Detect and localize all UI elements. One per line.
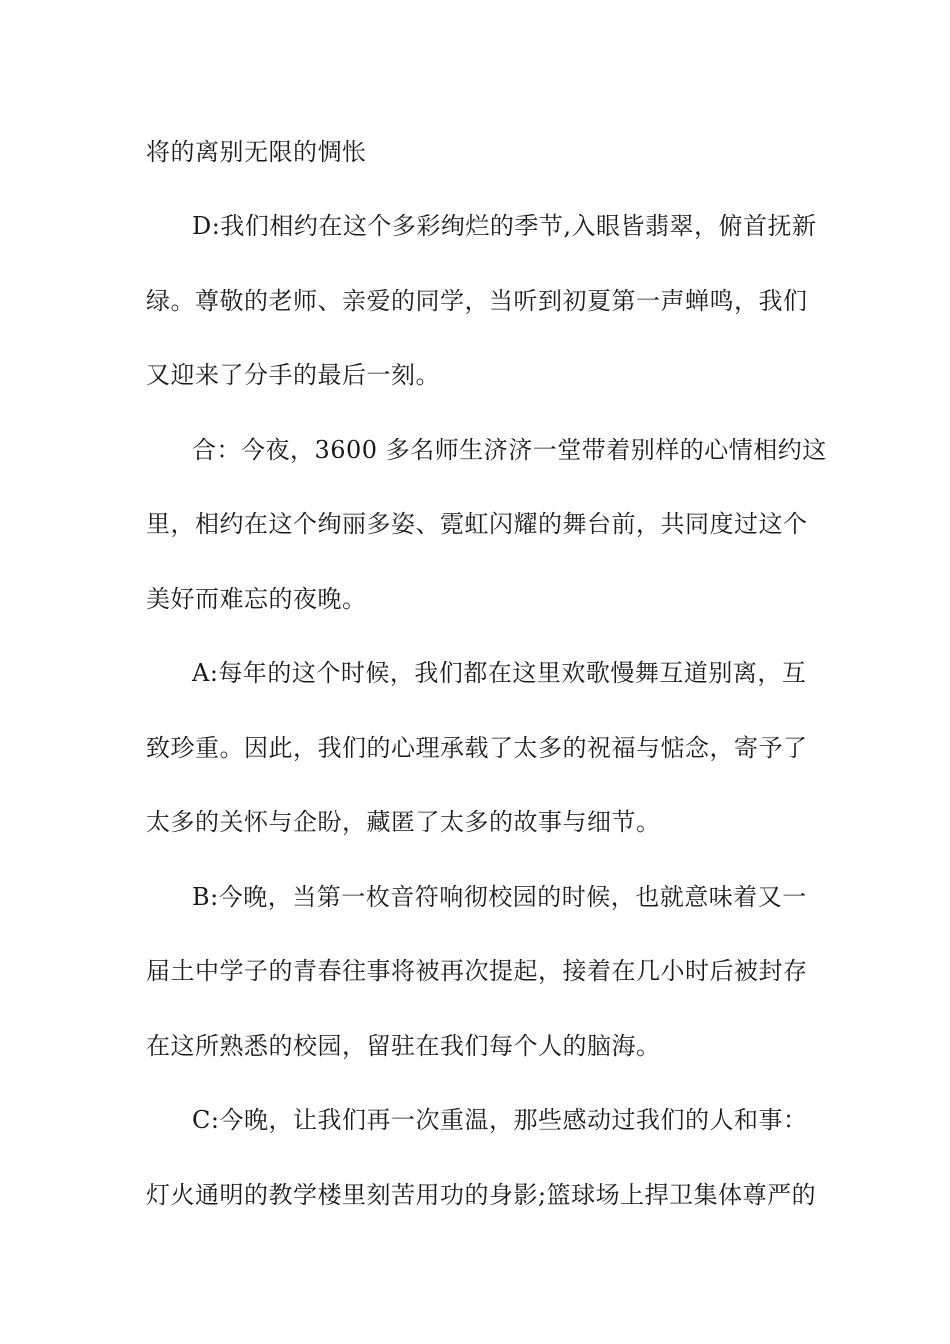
text-line: 美好而难忘的夜晚。 <box>146 585 367 613</box>
text-line: 太多的关怀与企盼，藏匿了太多的故事与细节。 <box>146 808 661 836</box>
text-line: 致珍重。因此，我们的心理承载了太多的祝福与惦念，寄予了 <box>146 734 808 762</box>
paragraph-d-line: D:我们相约在这个多彩绚烂的季节,入眼皆翡翠，俯首抚新 <box>192 212 817 240</box>
text-line: 绿。尊敬的老师、亲爱的同学，当听到初夏第一声蝉鸣，我们 <box>146 287 808 315</box>
paragraph-a-line: A:每年的这个时候，我们都在这里欢歌慢舞互道别离，互 <box>192 659 807 687</box>
text-line: 届土中学子的青春往事将被再次提起，接着在几小时后被封存 <box>146 957 808 985</box>
text-line: 又迎来了分手的最后一刻。 <box>146 361 440 389</box>
text-line: 在这所熟悉的校园，留驻在我们每个人的脑海。 <box>146 1032 661 1060</box>
paragraph-he-line: 合：今夜，3600 多名师生济济一堂带着别样的心情相约这 <box>192 436 827 464</box>
text-line: 将的离别无限的惆怅 <box>146 138 367 166</box>
text-line: 里，相约在这个绚丽多姿、霓虹闪耀的舞台前，共同度过这个 <box>146 510 808 538</box>
paragraph-b-line: B:今晚，当第一枚音符响彻校园的时候，也就意味着又一 <box>192 883 807 911</box>
text-line: 灯火通明的教学楼里刻苦用功的身影;篮球场上捍卫集体尊严的 <box>146 1181 817 1209</box>
paragraph-c-line: C:今晚，让我们再一次重温，那些感动过我们的人和事： <box>192 1106 808 1134</box>
